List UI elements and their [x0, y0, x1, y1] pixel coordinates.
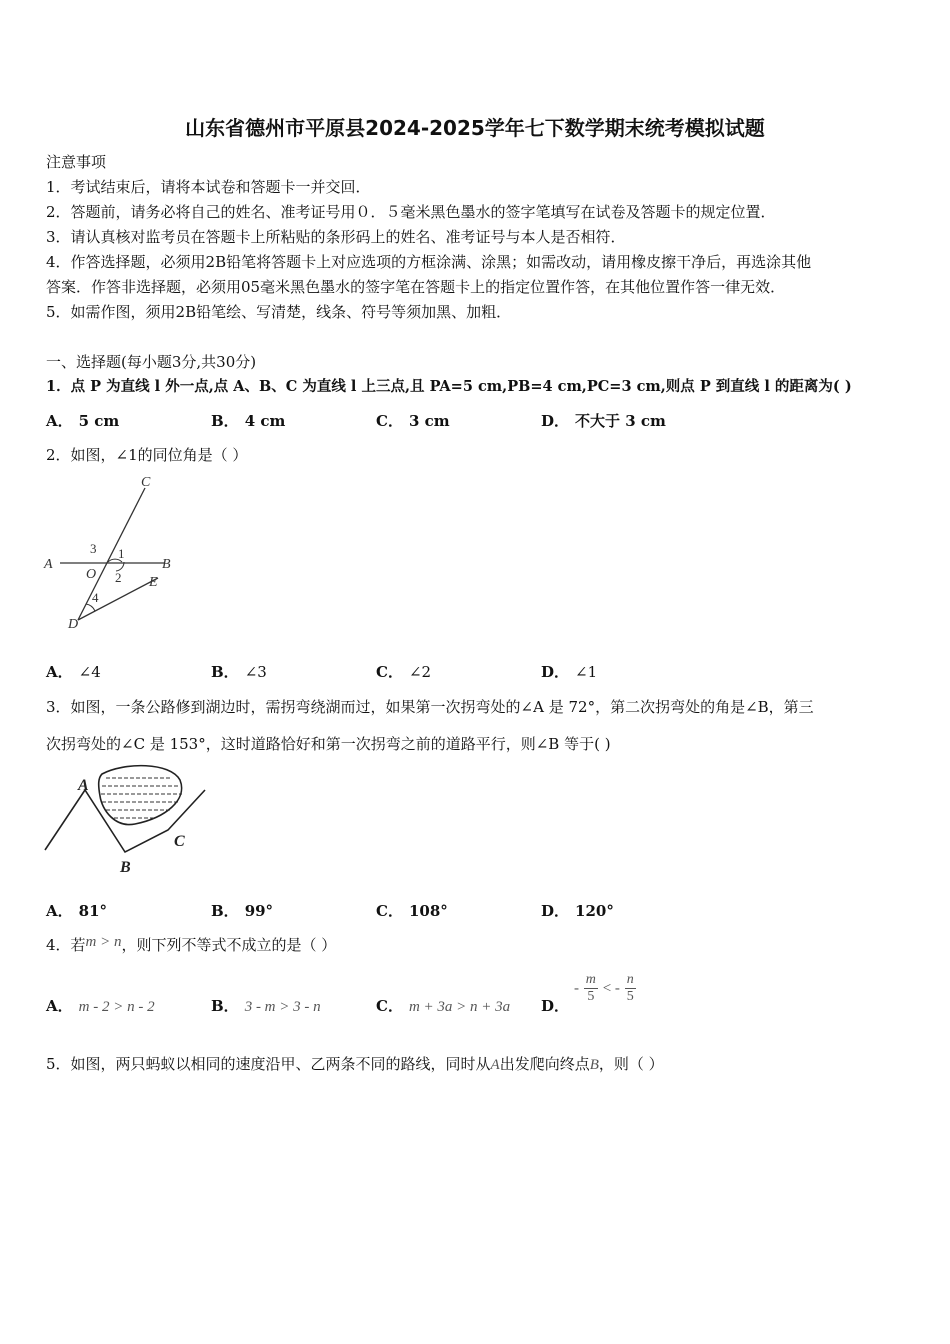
label-angle-4: 4	[92, 590, 99, 605]
notice-item: 1．考试结束后，请将本试卷和答题卡一并交回．	[46, 178, 371, 196]
question-1-text: 1．点 P 为直线 l 外一点,点 A、B、C 为直线 l 上三点,且 PA=5 cm,PB=4 cm,PC=3 cm,则点 P 到直线 l 的距离为( )	[46, 378, 852, 395]
q2-option-c: C． ∠2	[376, 663, 432, 681]
q4-option-b: B． 3 - m > 3 - n	[211, 997, 321, 1015]
label-c: C	[141, 475, 151, 490]
fraction-n-over-5: $\frac{n}{5}$	[626, 972, 634, 1004]
question-4-text: 4．若m > n，则下列不等式不成立的是（ ）	[46, 934, 337, 954]
q3-option-d: D． 120°	[541, 902, 614, 920]
section-heading: 一、选择题(每小题3分,共30分)	[46, 353, 257, 371]
q4-option-a: A． m - 2 > n - 2	[46, 997, 155, 1015]
fraction-m-over-5: $\frac{m}{5}$	[585, 972, 596, 1004]
notice-item: 答案．作答非选择题，必须用05毫米黑色墨水的签字笔在答题卡上的指定位置作答，在其他位置作答一律无效．	[46, 278, 786, 296]
q4-option-d-expression: - $\frac{m}{5}$ < - $\frac{n}{5}$	[574, 972, 634, 1004]
label-angle-1: 1	[118, 546, 125, 561]
q3-option-b: B． 99°	[211, 902, 274, 920]
line-dc	[78, 488, 145, 620]
notice-item: 4．作答选择题，必须用2B铅笔将答题卡上对应选项的方框涂满、涂黑；如需改动，请用橡皮擦干净后，再选涂其他	[46, 253, 812, 271]
q2-option-a: A． ∠4	[46, 663, 101, 681]
label-b: B	[120, 859, 131, 876]
label-b: B	[162, 557, 171, 572]
q2-option-d: D． ∠1	[541, 663, 598, 681]
label-a: A	[78, 777, 89, 794]
q2-angle-figure	[40, 470, 190, 635]
notice-item: 3．请认真核对监考员在答题卡上所粘贴的条形码上的姓名、准考证号与本人是否相符．	[46, 228, 626, 246]
q4-option-d: D．	[541, 997, 570, 1015]
question-3-text-line2: 次拐弯处的∠C 是 153°，这时道路恰好和第一次拐弯之前的道路平行，则∠B 等于( )	[46, 735, 611, 753]
q1-option-c: C． 3 cm	[376, 412, 450, 430]
label-c: C	[174, 833, 185, 850]
label-e: E	[149, 575, 158, 590]
label-angle-2: 2	[115, 570, 122, 585]
q3-option-a: A． 81°	[46, 902, 108, 920]
q4-condition: m > n	[85, 934, 122, 950]
q1-option-d: D． 不大于 3 cm	[541, 412, 666, 430]
q4-option-c: C． m + 3a > n + 3a	[376, 997, 511, 1015]
label-o: O	[86, 567, 97, 582]
lake-outline	[99, 766, 182, 825]
q3-lake-road-figure	[40, 760, 215, 880]
label-angle-3: 3	[90, 541, 97, 556]
q1-option-a: A． 5 cm	[46, 412, 120, 430]
q2-option-b: B． ∠3	[211, 663, 267, 681]
q3-option-c: C． 108°	[376, 902, 448, 920]
question-5-text: 5．如图，两只蚂蚁以相同的速度沿甲、乙两条不同的路线，同时从A出发爬向终点B，则（ ）	[46, 1055, 664, 1073]
label-a: A	[44, 557, 53, 572]
page-title: 山东省德州市平原县2024-2025学年七下数学期末统考模拟试题	[185, 116, 765, 140]
q1-option-b: B． 4 cm	[211, 412, 286, 430]
notice-item: 2．答题前，请务必将自己的姓名、准考证号用０．５毫米黑色墨水的签字笔填写在试卷及答题卡的规定位置．	[46, 203, 776, 221]
notice-heading: 注意事项	[46, 153, 107, 171]
question-2-text: 2．如图，∠1的同位角是（ ）	[46, 446, 248, 464]
notice-item: 5．如需作图，须用2B铅笔绘、写清楚，线条、符号等须加黑、加粗．	[46, 303, 512, 321]
label-d: D	[68, 617, 79, 632]
question-3-text-line1: 3．如图，一条公路修到湖边时，需拐弯绕湖而过，如果第一次拐弯处的∠A 是 72°，第二次拐弯处的角是∠B，第三	[46, 698, 814, 716]
